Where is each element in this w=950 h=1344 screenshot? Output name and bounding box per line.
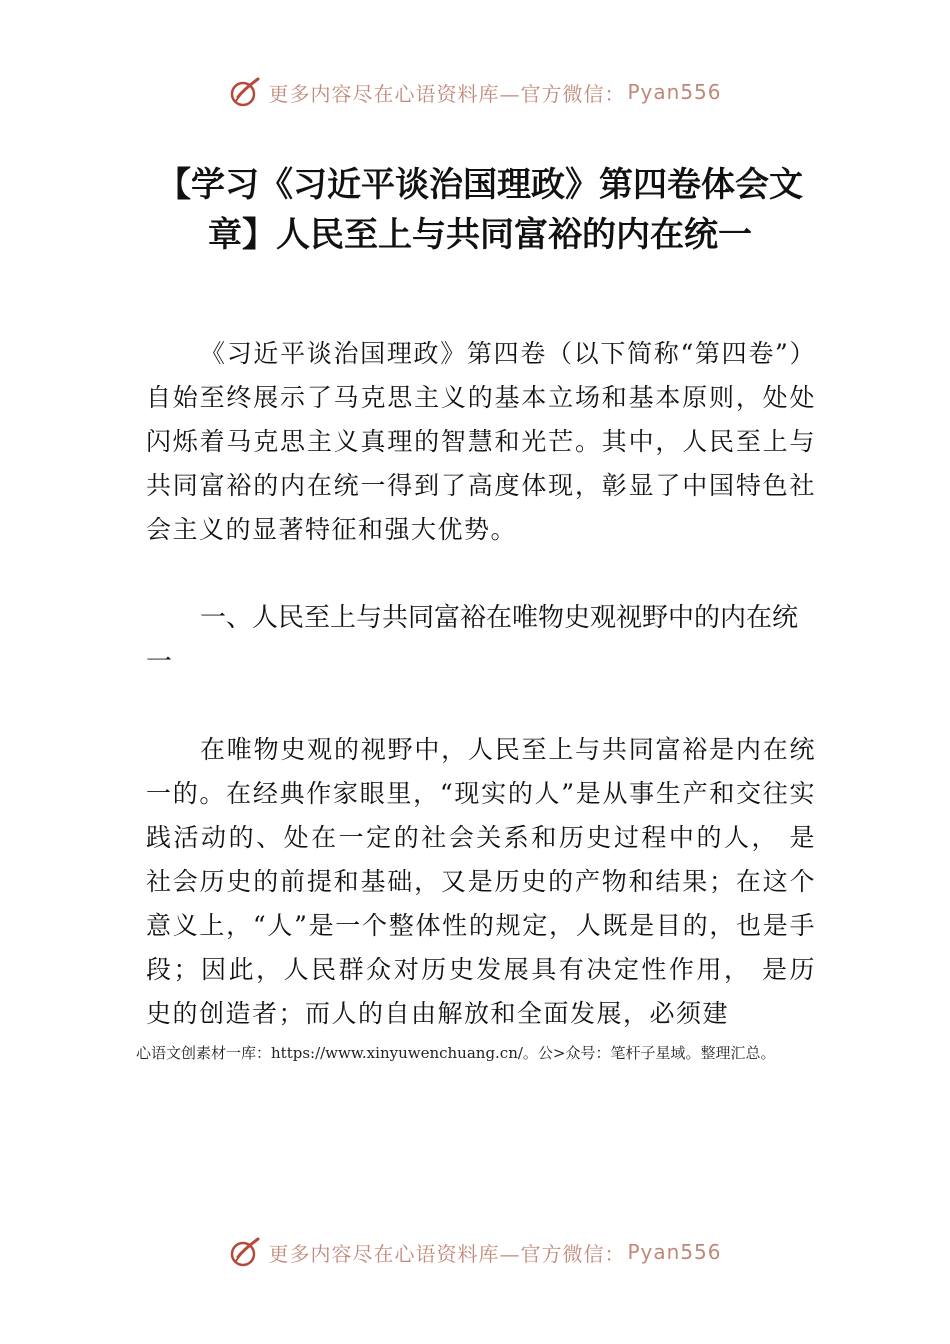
watermark-text: 更多内容尽在心语资料库—官方微信： (268, 81, 626, 106)
watermark-text: 更多内容尽在心语资料库—官方微信： (268, 1241, 626, 1266)
watermark-wechat-id: Pyan556 (627, 1240, 722, 1264)
section-1-paragraph: 在唯物史观的视野中，人民至上与共同富裕是内在统一的。在经典作家眼里，“现实的人”是从事生产和交往实践活动的、处在一定的社会关系和历史过程中的人， 是社会历史的前提和基础，又是历史的产物和结果；在这个意义上，“人”是一个整体性的规定，人既是目的，也是手段；因此，人民群众对历史发展具有决定性作用， 是历史的创造者；而人的自由解放和全面发展，必须建 (146, 735, 816, 1028)
page-title: 【学习《习近平谈治国理政》第四卷体会文章】人民至上与共同富裕的内在统一 (157, 165, 803, 255)
footer-watermark (0, 1230, 950, 1274)
pen-logo-icon (228, 1235, 262, 1269)
header-watermark (0, 70, 950, 114)
pen-logo-icon (228, 75, 262, 109)
section-heading-1: 一、人民至上与共同富裕在唯物史观视野中的内在统一 (146, 603, 799, 677)
source-note: 心语文创素材一库：https://www.xinyuwenchuang.cn/。公>众号：笔杆子星域。整理汇总。 (136, 1044, 776, 1062)
watermark-wechat-id: Pyan556 (627, 80, 722, 104)
intro-paragraph: 《习近平谈治国理政》第四卷（以下简称“第四卷”）自始至终展示了马克思主义的基本立场和基本原则，处处闪烁着马克思主义真理的智慧和光芒。其中，人民至上与共同富裕的内在统一得到了高度体现，彰显了中国特色社会主义的显著特征和强大优势。 (146, 339, 816, 544)
